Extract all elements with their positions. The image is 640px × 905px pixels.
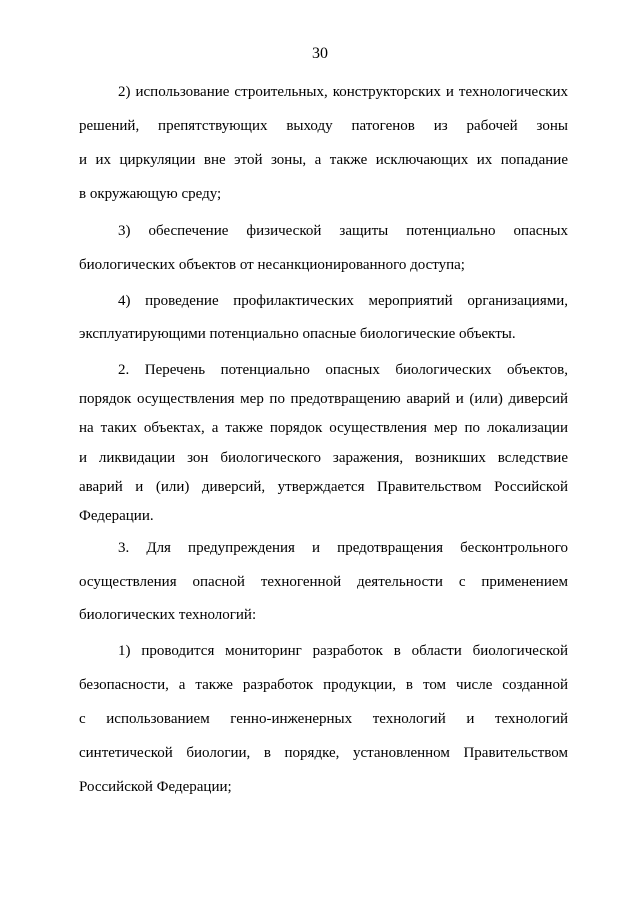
text-line: 2. Перечень потенциально опасных биологических объектов, <box>118 362 568 378</box>
text-line: решений, препятствующих выходу патогенов из рабочей зоны <box>79 118 568 134</box>
text-line: с использованием генно-инженерных технологий и технологий <box>79 711 568 727</box>
text-line: 1) проводится мониторинг разработок в области биологической <box>118 643 568 659</box>
page-number: 30 <box>312 45 328 62</box>
text-line: на таких объектах, а также порядок осуществления мер по локализации <box>79 420 568 436</box>
text-line: биологических технологий: <box>79 607 257 623</box>
text-line: Российской Федерации; <box>79 779 232 795</box>
text-line: аварий и (или) диверсий, утверждается Правительством Российской <box>79 479 568 495</box>
text-line: эксплуатирующими потенциально опасные биологические объекты. <box>79 326 516 342</box>
text-line: безопасности, а также разработок продукции, в том числе созданной <box>79 677 568 693</box>
text-line: 3. Для предупреждения и предотвращения бесконтрольного <box>118 540 568 556</box>
text-line: Федерации. <box>79 508 154 524</box>
text-line: порядок осуществления мер по предотвращению аварий и (или) диверсий <box>79 391 568 407</box>
text-line: 3) обеспечение физической защиты потенциально опасных <box>118 223 568 239</box>
text-line: и их циркуляции вне этой зоны, а также исключающих их попадание <box>79 152 568 168</box>
text-line: биологических объектов от несанкционированного доступа; <box>79 257 465 273</box>
text-line: и ликвидации зон биологического заражения, возникших вследствие <box>79 450 568 466</box>
text-line: синтетической биологии, в порядке, установленном Правительством <box>79 745 568 761</box>
text-line: осуществления опасной техногенной деятельности с применением <box>79 574 568 590</box>
text-line: в окружающую среду; <box>79 186 222 202</box>
text-line: 4) проведение профилактических мероприятий организациями, <box>118 293 568 309</box>
text-line: 2) использование строительных, конструкторских и технологических <box>118 84 568 100</box>
